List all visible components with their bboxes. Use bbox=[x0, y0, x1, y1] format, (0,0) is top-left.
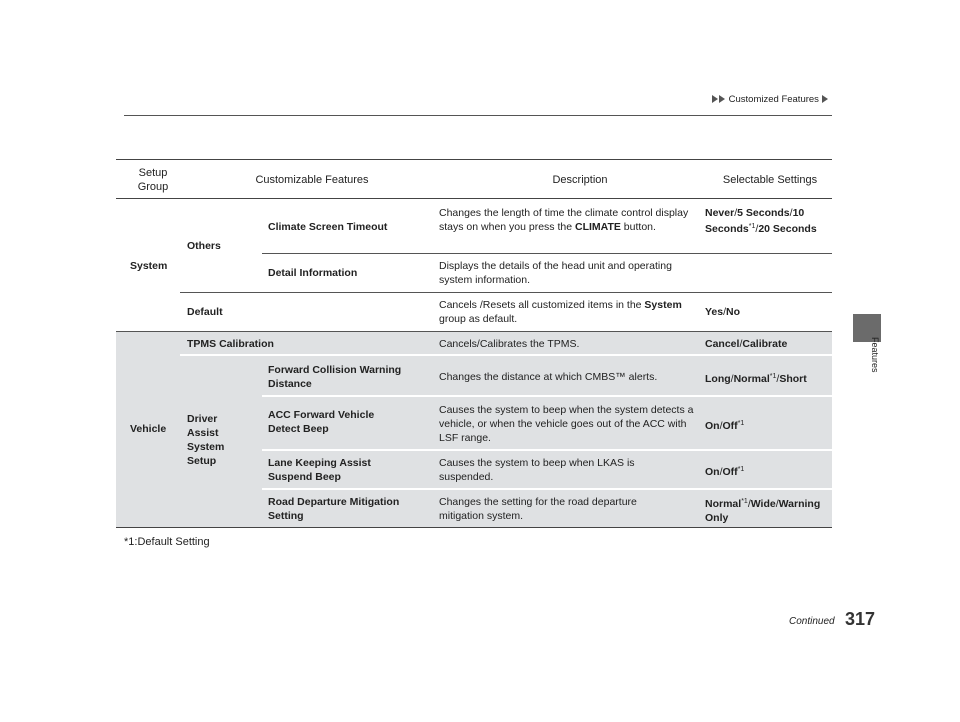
feature-lane-keeping-assist-suspend-beep: Lane Keeping Assist Suspend Beep bbox=[268, 457, 371, 483]
footnote: *1:Default Setting bbox=[124, 536, 210, 548]
desc-detail-information: Displays the details of the head unit and operating system information. bbox=[439, 260, 672, 286]
settings-acc-forward-vehicle-detect-beep: On/Off$^{*1}$ bbox=[705, 420, 745, 432]
desc-acc-forward-vehicle-detect-beep: Causes the system to beep when the system detects a vehicle, or when the vehicle goes out of the ACC with LSF range. bbox=[439, 404, 694, 444]
triangle-right-icon bbox=[712, 95, 718, 103]
header-selectable-settings: Selectable Settings bbox=[722, 174, 818, 186]
page-number: 317 bbox=[845, 609, 876, 629]
header-setup-group: Setup Group bbox=[137, 167, 169, 193]
group-system: System bbox=[130, 260, 168, 272]
row-separator bbox=[180, 354, 832, 356]
desc-default: Cancels /Resets all customized items in the System group as default. bbox=[439, 299, 682, 325]
settings-road-departure-mitigation-setting: Normal$^{*1}$/Wide/Warning Only bbox=[705, 498, 821, 524]
settings-climate-screen-timeout: Never/5 Seconds/10 Seconds$^{*1}$/20 Seconds bbox=[705, 207, 817, 235]
feature-climate-screen-timeout: Climate Screen Timeout bbox=[268, 221, 388, 233]
desc-tpms-calibration: Cancels/Calibrates the TPMS. bbox=[439, 338, 580, 350]
header-divider bbox=[124, 115, 832, 116]
group-vehicle: Vehicle bbox=[130, 423, 167, 435]
subgroup-driver-assist-system-setup: Driver Assist System Setup bbox=[187, 413, 225, 467]
header-customizable-features: Customizable Features bbox=[255, 174, 369, 186]
row-separator bbox=[262, 488, 832, 490]
desc-forward-collision-warning-distance: Changes the distance at which CMBS™ alerts. bbox=[439, 371, 658, 383]
header-rule bbox=[116, 198, 832, 199]
continued-label: Continued bbox=[789, 616, 835, 627]
row-rule bbox=[180, 292, 832, 293]
section-tab-label: Features bbox=[870, 337, 880, 373]
feature-tpms-calibration: TPMS Calibration bbox=[187, 338, 274, 350]
desc-road-departure-mitigation-setting: Changes the setting for the road departure mitigation system. bbox=[439, 496, 637, 522]
desc-climate-screen-timeout: Changes the length of time the climate control display stays on when you press the CLIMATE button. bbox=[439, 207, 689, 233]
breadcrumb bbox=[712, 94, 829, 105]
feature-acc-forward-vehicle-detect-beep: ACC Forward Vehicle Detect Beep bbox=[268, 409, 375, 435]
subgroup-others: Others bbox=[187, 240, 221, 252]
feature-default: Default bbox=[187, 306, 223, 318]
row-separator bbox=[262, 395, 832, 397]
row-rule bbox=[262, 253, 832, 254]
settings-default: Yes/No bbox=[705, 306, 741, 318]
breadcrumb-label: Customized Features bbox=[728, 94, 819, 105]
settings-lane-keeping-assist-suspend-beep: On/Off$^{*1}$ bbox=[705, 466, 745, 478]
triangle-right-icon bbox=[719, 95, 725, 103]
table-bottom-rule bbox=[116, 527, 832, 528]
settings-forward-collision-warning-distance: Long/Normal$^{*1}$/Short bbox=[705, 373, 807, 385]
desc-lane-keeping-assist-suspend-beep: Causes the system to beep when LKAS is suspended. bbox=[439, 457, 635, 483]
row-separator bbox=[262, 449, 832, 451]
feature-forward-collision-warning-distance: Forward Collision Warning Distance bbox=[268, 364, 402, 390]
triangle-right-icon bbox=[822, 95, 828, 103]
feature-detail-information: Detail Information bbox=[268, 267, 358, 279]
table-top-rule bbox=[116, 159, 832, 160]
feature-road-departure-mitigation-setting: Road Departure Mitigation Setting bbox=[268, 496, 400, 522]
header-description: Description bbox=[552, 174, 608, 186]
settings-tpms-calibration: Cancel/Calibrate bbox=[705, 338, 788, 350]
